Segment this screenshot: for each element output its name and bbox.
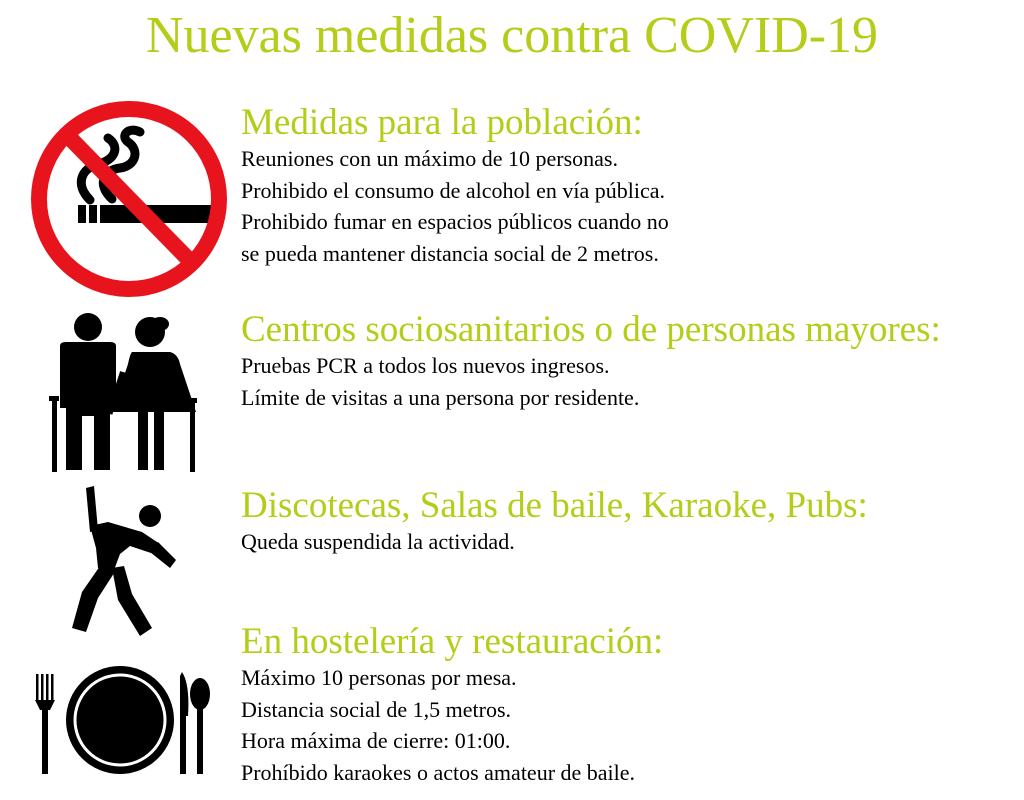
section-line: Pruebas PCR a todos los nuevos ingresos. [241,353,610,378]
section-line: Distancia social de 1,5 metros. [241,696,512,722]
section-line: Máximo 10 personas por mesa. [241,665,517,690]
section-line: se pueda mantener distancia social de 2 metros. [241,240,659,266]
section-line: Queda suspendida la actividad. [241,529,515,554]
section-heading: Medidas para la población: [241,102,643,143]
place-setting-icon [32,664,214,778]
section-line: Prohibido el consumo de alcohol en vía pública. [241,177,666,203]
section-heading: Discotecas, Salas de baile, Karaoke, Pubs: [241,485,868,526]
no-smoking-icon [24,98,234,302]
section-line: Prohíbido karaokes o actos amateur de baile. [241,759,636,785]
dancer-icon [62,482,182,638]
section-line: Prohibido fumar en espacios públicos cuando no [241,209,669,234]
section-discotecas [241,486,868,558]
section-line: Límite de visitas a una persona por residente. [241,384,640,410]
section-hosteleria [241,622,663,788]
elderly-couple-icon [46,312,202,474]
section-heading: Centros sociosanitarios o de personas mayores: [241,309,941,350]
section-heading: En hostelería y restauración: [241,621,664,662]
section-line: Reuniones con un máximo de 10 personas. [241,146,618,171]
page-title: Nuevas medidas contra COVID-19 [145,7,879,64]
section-poblacion [241,103,669,269]
section-line: Hora máxima de cierre: 01:00. [241,728,511,753]
section-centros-mayores [241,310,941,413]
